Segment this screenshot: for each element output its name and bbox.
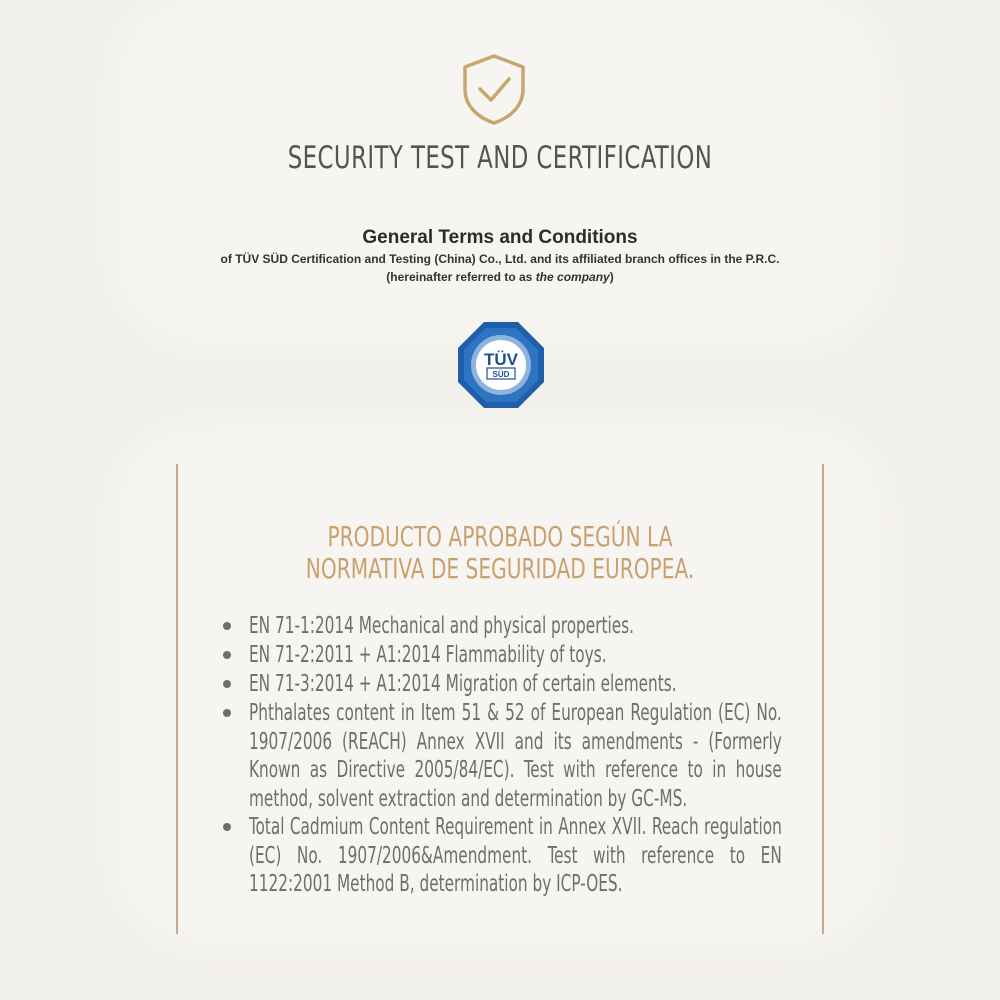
bullet-icon [223, 823, 231, 831]
tuv-sud-logo [456, 320, 546, 410]
bullet-icon [223, 622, 231, 630]
terms-heading: General Terms and Conditions [362, 227, 638, 248]
terms-hereinafter-line: (hereinafter referred to as the company) [386, 270, 614, 284]
approval-heading-line1: PRODUCTO APROBADO SEGÚN LA [327, 520, 673, 553]
bullet-icon [223, 680, 231, 688]
page-title: SECURITY TEST AND CERTIFICATION [287, 140, 713, 176]
logo-top-text: TÜV [484, 350, 518, 369]
list-item: EN 71-1:2014 Mechanical and physical properties. [215, 612, 835, 641]
shield-check-icon [461, 53, 527, 125]
logo-bottom-text: SÜD [492, 370, 510, 379]
bullet-icon [223, 709, 231, 717]
list-item: EN 71-2:2011 + A1:2014 Flammability of toys. [215, 641, 835, 670]
list-item: Phthalates content in Item 51 & 52 of European Regulation (EC) No. 1907/2006 (REACH) Annex XVII and its amendments - (Formerly Known as Directive 2005/84/EC). Test with reference to in house method, solvent extraction and determination by GC-MS. [215, 699, 835, 813]
approval-heading-line2: NORMATIVA DE SEGURIDAD EUROPEA. [305, 552, 695, 585]
terms-company-line: of TÜV SÜD Certification and Testing (China) Co., Ltd. and its affiliated branch offices in the P.R.C. [220, 252, 780, 266]
list-item: Total Cadmium Content Requirement in Annex XVII. Reach regulation (EC) No. 1907/2006&Amendment. Test with reference to EN 1122:2001 Method B, determination by ICP-OES. [215, 813, 835, 899]
bullet-icon [223, 651, 231, 659]
list-item: EN 71-3:2014 + A1:2014 Migration of certain elements. [215, 670, 835, 699]
standards-list [215, 612, 835, 899]
